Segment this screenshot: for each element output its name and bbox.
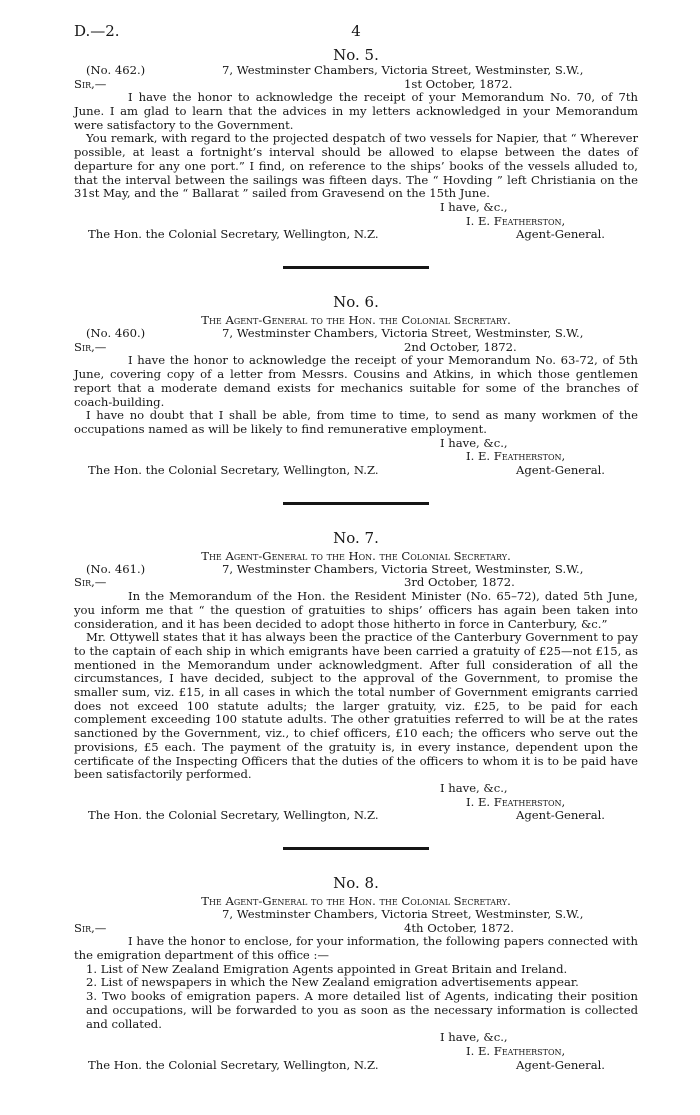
- letter-from-to: The Agent-General to the Hon. the Colonial Secretary.: [201, 548, 511, 563]
- address-row: [74, 563, 638, 577]
- page-number: 4: [351, 22, 361, 40]
- closing: I have, &c.,: [440, 435, 508, 450]
- signer-name: I. E. Featherston,: [466, 794, 566, 809]
- sender-address: 7, Westminster Chambers, Victoria Street, Westminster, S.W.,: [222, 63, 584, 77]
- signer-name: I. E. Featherston,: [466, 1043, 566, 1058]
- signer-title: Agent-General.: [516, 1057, 605, 1072]
- signature-row: [74, 809, 638, 823]
- addressee: The Hon. the Colonial Secretary, Wellington, N.Z.: [88, 1057, 379, 1072]
- signer-name: I. E. Featherston,: [466, 213, 566, 228]
- address-row: [74, 64, 638, 78]
- date-row: [74, 922, 638, 936]
- letter-date: 4th October, 1872.: [404, 920, 514, 935]
- paragraph: I have the honor to acknowledge the receipt of your Memorandum No. 63-72, of 5th June, covering copy of a letter from Messrs. Cousins and Atkins, in which those gentlemen report that a moderate demand exists for mechanics suitable for some of the branches of coach-building.: [74, 353, 638, 409]
- letter-no-7: [74, 525, 638, 823]
- letter-from-to: The Agent-General to the Hon. the Colonial Secretary.: [201, 313, 511, 328]
- letter-heading: No. 8.: [333, 874, 379, 892]
- signature-row: [74, 464, 638, 478]
- salutation: Sir,—: [74, 920, 107, 935]
- signer-title: Agent-General.: [516, 463, 605, 478]
- enclosure-item: 3. Two books of emigration papers. A more detailed list of Agents, indicating their position and occupations, will be forwarded to you as soon as the necessary information is collected and collated.: [86, 989, 638, 1031]
- address-row: [74, 327, 638, 341]
- addressee: The Hon. the Colonial Secretary, Wellington, N.Z.: [88, 463, 379, 478]
- signature-row: [74, 1059, 638, 1073]
- letter-date: 2nd October, 1872.: [404, 339, 517, 354]
- section-divider: [283, 847, 429, 850]
- sender-address: 7, Westminster Chambers, Victoria Street, Westminster, S.W.,: [222, 326, 584, 341]
- paragraph: You remark, with regard to the projected despatch of two vessels for Napier, that “ Wherever possible, at least a fortnight’s interval should be allowed to elapse between the dates of departure for any one port.” I find, on reference to the ships’ books of the vessels alluded to, that the interval between the sailings was fifteen days. The “ Hovding ” left Christiania on the 31st May, and the “ Ballarat ” sailed from Gravesend on the 15th June.: [74, 131, 638, 201]
- address-row: [74, 908, 638, 922]
- salutation: Sir,—: [74, 575, 107, 590]
- document-reference: D.—2.: [74, 22, 120, 40]
- letter-date: 3rd October, 1872.: [404, 575, 515, 590]
- letter-heading: No. 7.: [333, 528, 379, 547]
- paragraph: I have the honor to acknowledge the receipt of your Memorandum No. 70, of 7th June. I am glad to learn that the advices in my letters acknowledged in your Memorandum were satisfactory to the Government.: [74, 90, 638, 132]
- signer-title: Agent-General.: [516, 227, 605, 242]
- running-head: [74, 20, 638, 42]
- addressee: The Hon. the Colonial Secretary, Wellington, N.Z.: [88, 227, 379, 242]
- date-row: [74, 341, 638, 355]
- date-row: [74, 78, 638, 92]
- letter-heading: No. 5.: [333, 46, 379, 64]
- section-divider: [283, 266, 429, 269]
- paragraph: I have no doubt that I shall be able, from time to time, to send as many workmen of the occupations named as will be likely to find remunerative employment.: [74, 408, 638, 436]
- paragraph: In the Memorandum of the Hon. the Resident Minister (No. 65–72), dated 5th June, you inform me that “ the question of gratuities to ships’ officers has again been taken into consideration, and it has been decided to adopt those hitherto in force in Canterbury, &c.”: [74, 589, 638, 631]
- section-divider: [283, 502, 429, 505]
- salutation: Sir,—: [74, 339, 107, 354]
- signature-row: [74, 228, 638, 242]
- letter-ref: (No. 460.): [86, 326, 146, 341]
- letter-from-to: The Agent-General to the Hon. the Colonial Secretary.: [201, 894, 511, 908]
- letter-no-8: [74, 870, 638, 1072]
- enclosure-item: 1. List of New Zealand Emigration Agents appointed in Great Britain and Ireland.: [86, 961, 568, 976]
- letter-ref: (No. 462.): [86, 63, 146, 77]
- salutation: Sir,—: [74, 76, 107, 91]
- letter-ref: (No. 461.): [86, 561, 146, 576]
- letter-heading: No. 6.: [333, 293, 379, 312]
- signer-title: Agent-General.: [516, 808, 605, 823]
- addressee: The Hon. the Colonial Secretary, Wellington, N.Z.: [88, 808, 379, 823]
- date-row: [74, 576, 638, 590]
- sender-address: 7, Westminster Chambers, Victoria Street, Westminster, S.W.,: [222, 561, 584, 576]
- signer-name: I. E. Featherston,: [466, 449, 566, 464]
- closing: I have, &c.,: [440, 200, 508, 214]
- sender-address: 7, Westminster Chambers, Victoria Street, Westminster, S.W.,: [222, 907, 584, 921]
- closing: I have, &c.,: [440, 1030, 508, 1045]
- letter-date: 1st October, 1872.: [404, 76, 513, 91]
- enclosure-item: 2. List of newspapers in which the New Zealand emigration advertisements appear.: [86, 975, 579, 990]
- closing: I have, &c.,: [440, 780, 508, 795]
- letter-no-5: [74, 42, 638, 242]
- letter-no-6: [74, 289, 638, 478]
- paragraph: Mr. Ottywell states that it has always been the practice of the Canterbury Government to pay to the captain of each ship in which emigrants have been carried a gratuity of £25—not £15, as mentioned in the Memorandum under acknowledgment. After full consideration of all the circumstances, I have decided, subject to the approval of the Government, to promise the smaller sum, viz. £15, in all cases in which the total number of Government emigrants carried does not exceed 100 statute adults; the larger gratuity, viz. £25, to be paid for each complement exceeding 100 statute adults. The other gratuities referred to will be at the rates sanctioned by the Government, viz., to chief officers, £10 each; the officers who serve out the provisions, £5 each. The payment of the gratuity is, in every instance, dependent upon the certificate of the Inspecting Officers that the duties of the officers to whom it is to be paid have been satisfactorily performed.: [74, 630, 638, 782]
- paragraph: I have the honor to enclose, for your information, the following papers connected with the emigration department of this office :—: [74, 934, 638, 963]
